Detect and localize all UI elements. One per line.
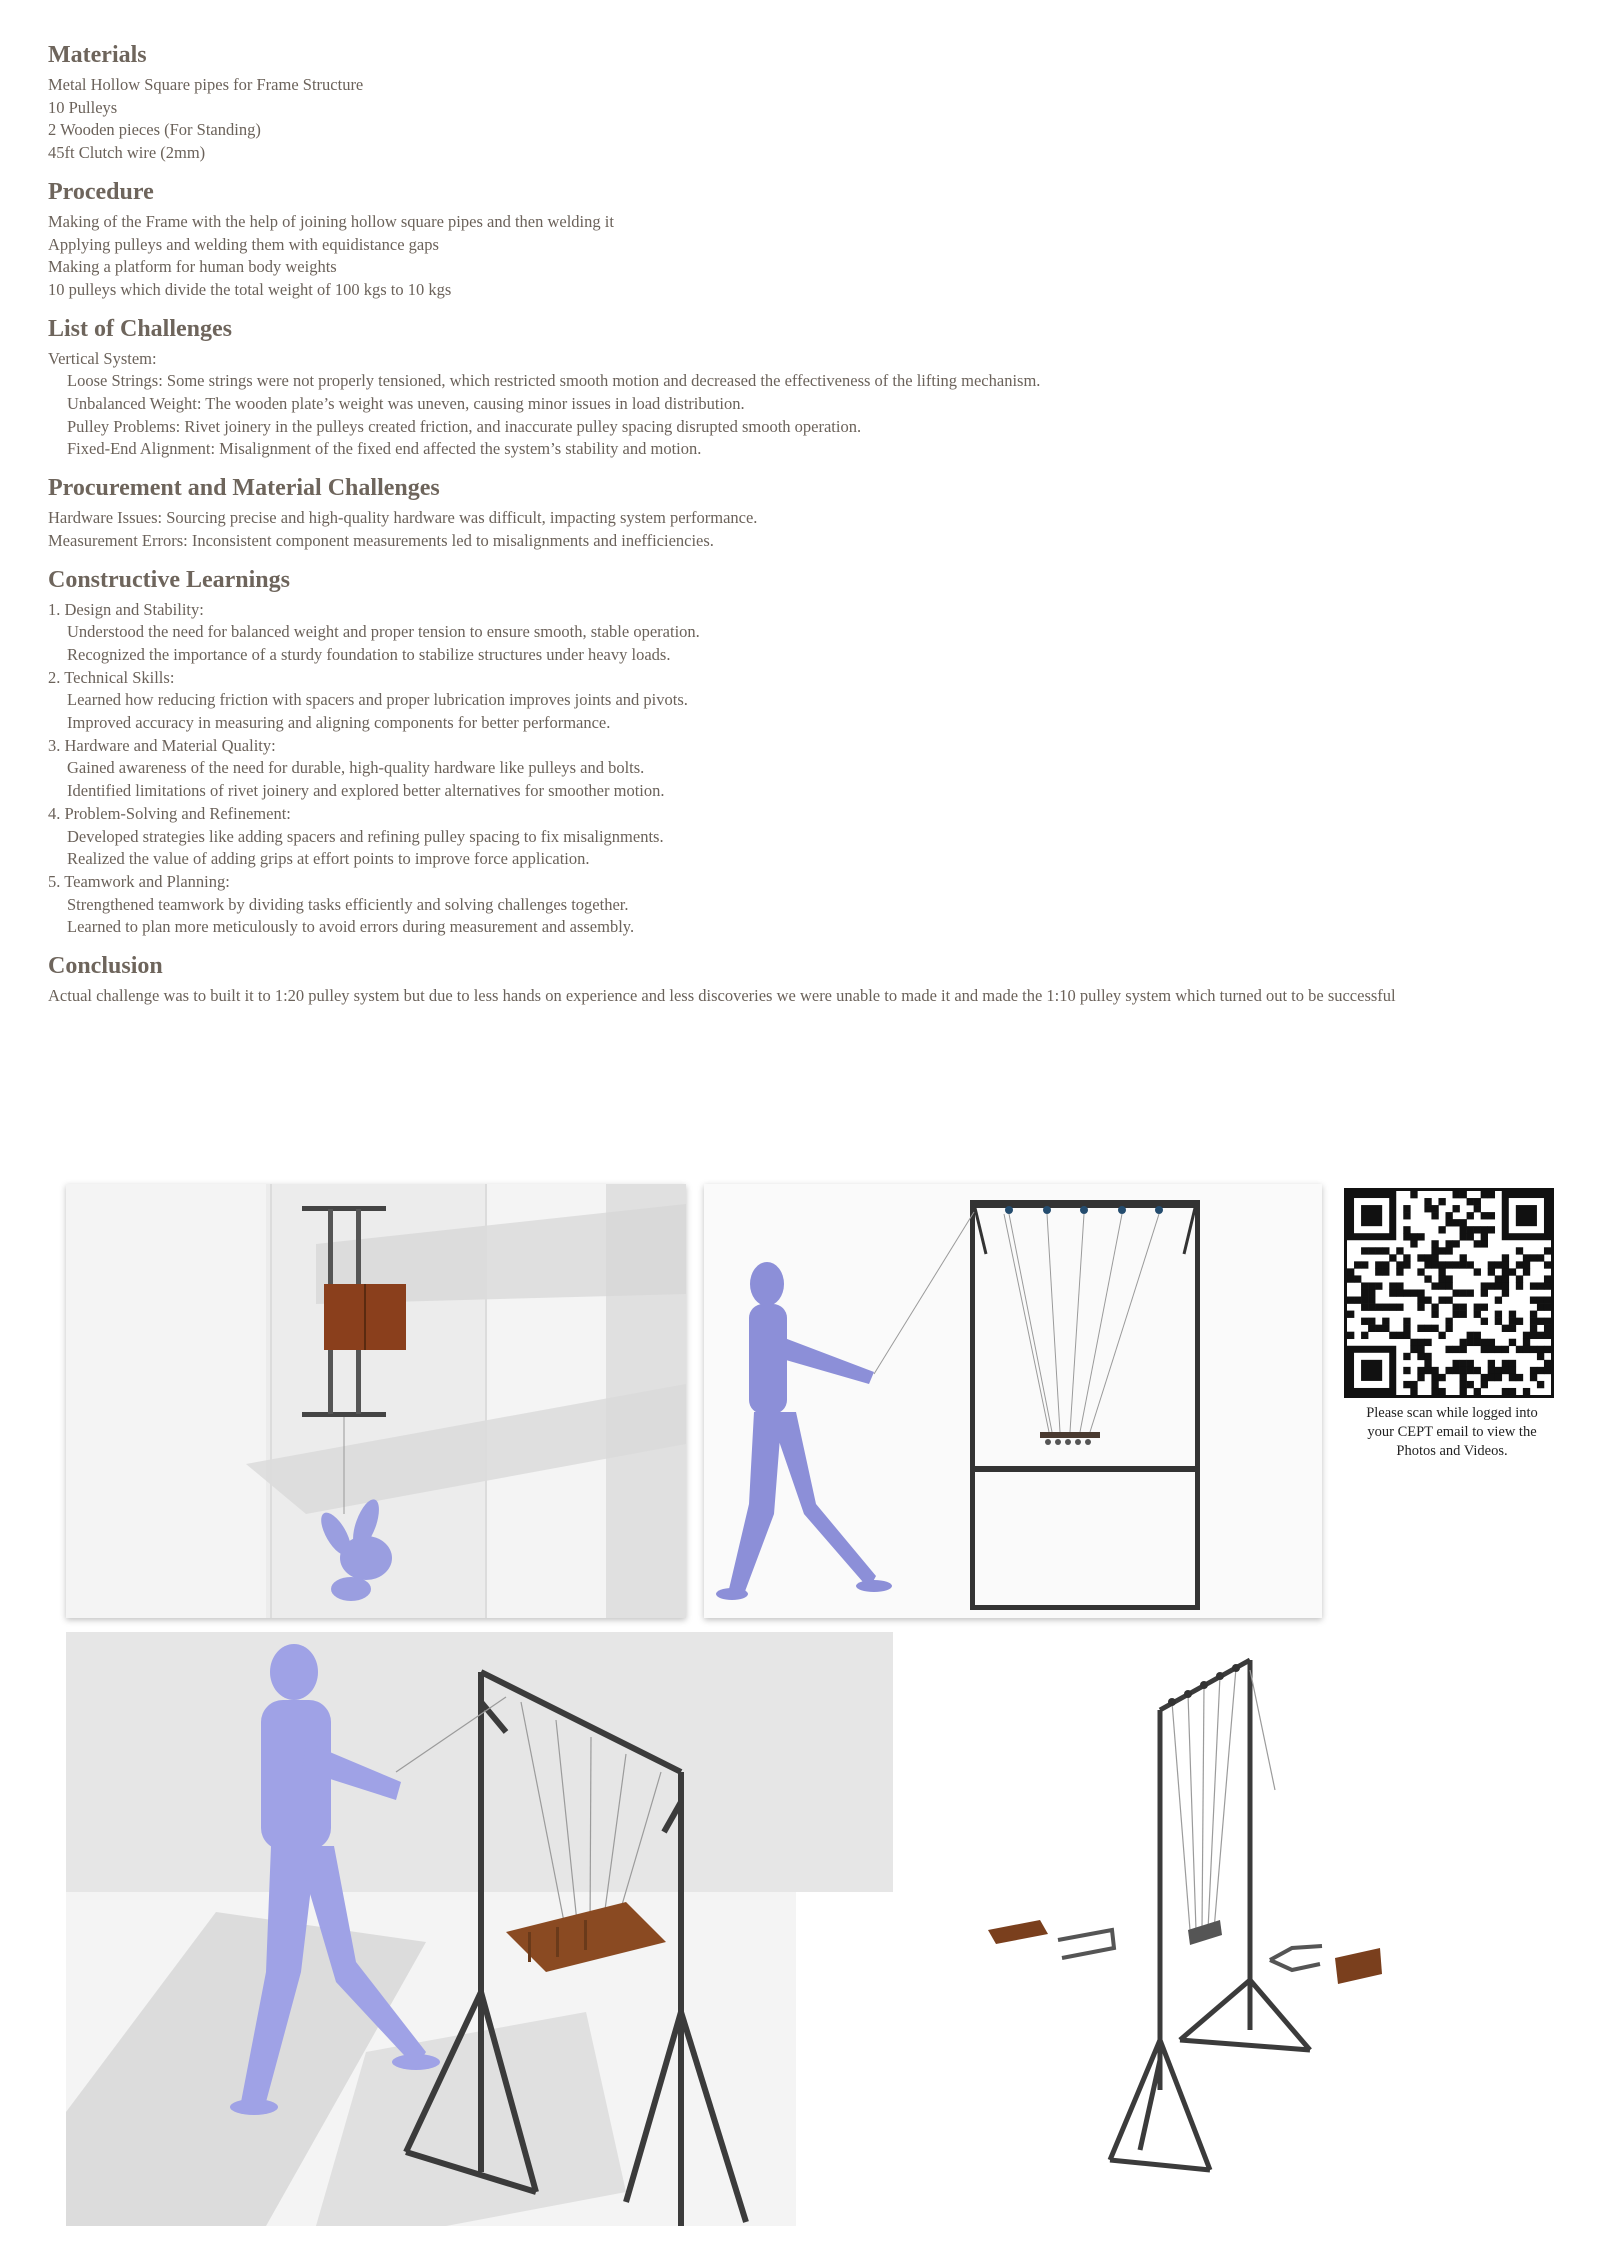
learning-group-title: 3. Hardware and Material Quality: (48, 735, 276, 755)
procurement-item: Hardware Issues: Sourcing precise and high-quality hardware was difficult, impacting system performance. (48, 508, 758, 528)
challenge-item: Pulley Problems: Rivet joinery in the pulleys created friction, and inaccurate pulley spacing disrupted smooth operation. (67, 416, 862, 436)
learning-group-title: 1. Design and Stability: (48, 599, 204, 619)
qr-caption-line: Please scan while logged into (1366, 1405, 1538, 1421)
learning-point: Realized the value of adding grips at effort points to improve force application. (67, 849, 590, 869)
learning-point: Learned to plan more meticulously to avoid errors during measurement and assembly. (67, 917, 635, 937)
qr-caption-line: Photos and Videos. (1396, 1443, 1508, 1459)
procedure-heading: Procedure (48, 178, 154, 205)
challenges-section (48, 314, 1568, 462)
conclusion-text: Actual challenge was to built it to 1:20 pulley system but due to less hands on experience and less discoveries we were unable to made it and made the 1:10 pulley system which turned out to be successful (48, 986, 1396, 1006)
learning-point: Gained awareness of the need for durable, high-quality hardware like pulleys and bolts. (67, 758, 645, 778)
learning-group-title: 4. Problem-Solving and Refinement: (48, 803, 291, 823)
procurement-section (48, 473, 1568, 552)
learning-group-title: 2. Technical Skills: (48, 667, 175, 687)
learning-point: Recognized the importance of a sturdy foundation to stabilize structures under heavy loads. (67, 644, 671, 664)
procurement-heading: Procurement and Material Challenges (48, 475, 440, 502)
challenge-item: Loose Strings: Some strings were not properly tensioned, which restricted smooth motion and decreased the effectiveness of the lifting mechanism. (67, 371, 1041, 391)
qr-code[interactable] (1344, 1188, 1554, 1398)
learning-point: Strengthened teamwork by dividing tasks efficiently and solving challenges together. (67, 894, 629, 914)
procedure-item: Applying pulleys and welding them with equidistance gaps (48, 234, 439, 254)
render-exploded-axonometric (960, 1630, 1460, 2190)
procedure-item: Making of the Frame with the help of joining hollow square pipes and then welding it (48, 211, 614, 231)
materials-heading: Materials (48, 42, 147, 68)
challenges-heading: List of Challenges (48, 315, 233, 342)
learning-point: Understood the need for balanced weight and proper tension to ensure smooth, stable operation. (67, 622, 700, 642)
learning-point: Identified limitations of rivet joinery and explored better alternatives for smoother motion. (67, 781, 665, 801)
materials-item: 45ft Clutch wire (2mm) (48, 143, 206, 163)
conclusion-heading: Conclusion (48, 953, 163, 980)
render-top-view (66, 1184, 686, 1618)
procedure-section (48, 177, 1568, 302)
qr-caption-line: your CEPT email to view the (1367, 1424, 1537, 1440)
render-front-elevation (704, 1184, 1322, 1618)
materials-section (48, 40, 1568, 165)
procurement-item: Measurement Errors: Inconsistent component measurements led to misalignments and inefficiencies. (48, 530, 714, 550)
render-perspective-with-user (66, 1632, 893, 2226)
conclusion-section (48, 951, 1568, 1008)
materials-item: Metal Hollow Square pipes for Frame Structure (48, 75, 364, 94)
learnings-heading: Constructive Learnings (48, 566, 290, 593)
learning-group-title: 5. Teamwork and Planning: (48, 871, 230, 891)
challenges-subheading: Vertical System: (48, 348, 157, 368)
procedure-item: Making a platform for human body weights (48, 257, 337, 277)
learning-point: Learned how reducing friction with spacers and proper lubrication improves joints and pivots. (67, 690, 688, 710)
materials-item: 10 Pulleys (48, 97, 118, 117)
procedure-item: 10 pulleys which divide the total weight of 100 kgs to 10 kgs (48, 279, 452, 299)
materials-item: 2 Wooden pieces (For Standing) (48, 120, 261, 140)
challenge-item: Fixed-End Alignment: Misalignment of the fixed end affected the system’s stability and motion. (67, 439, 702, 459)
text-content (48, 40, 1568, 1020)
qr-block (1344, 1188, 1560, 1461)
qr-caption (1344, 1404, 1560, 1461)
learnings-section (48, 565, 1568, 940)
challenge-item: Unbalanced Weight: The wooden plate’s weight was uneven, causing minor issues in load distribution. (67, 394, 745, 414)
learning-point: Developed strategies like adding spacers and refining pulley spacing to fix misalignments. (67, 826, 664, 846)
learning-point: Improved accuracy in measuring and aligning components for better performance. (67, 713, 611, 733)
